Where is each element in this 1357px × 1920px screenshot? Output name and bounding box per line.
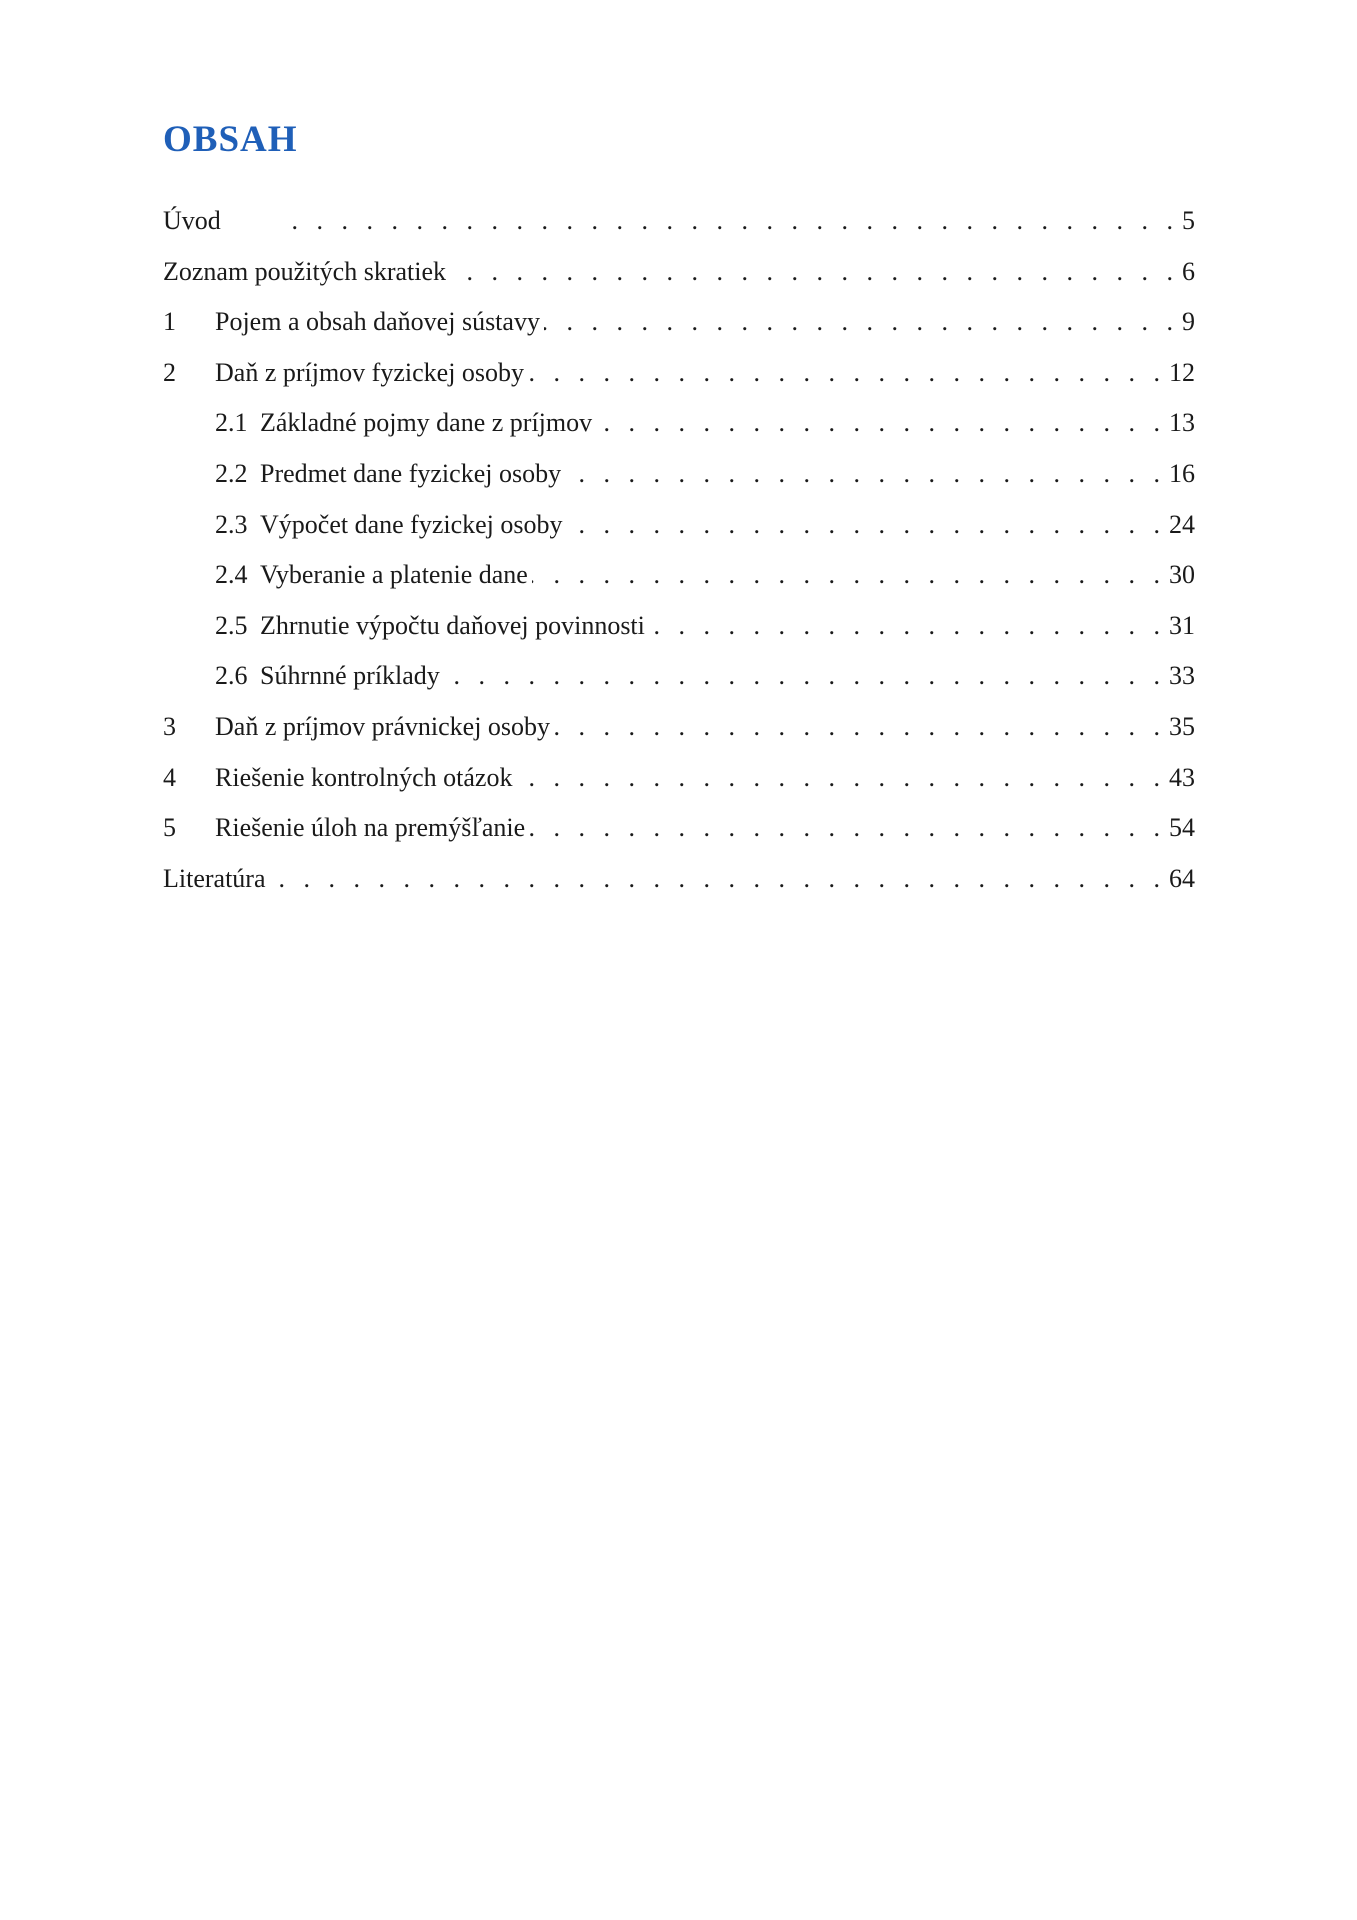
toc-entry-label: Úvod [163,206,221,235]
toc-entry-number: 2.6 [215,661,248,691]
toc-entry-label: Literatúra [163,863,266,893]
page-title: OBSAH [163,119,298,160]
toc-entry-section-2-3[interactable] [163,500,1195,551]
toc-leader-dots [444,651,1166,702]
toc-leader-dots [649,601,1166,652]
toc-entry-page: 24 [1169,509,1195,539]
toc-leader-dots [450,247,1179,298]
toc-entry-label: Riešenie úloh na premýšľanie [215,813,526,843]
toc-entry-section-2-4[interactable] [163,550,1195,601]
toc-entry-section-2-5[interactable] [163,601,1195,652]
toc-entry-section-2-1[interactable] [163,398,1195,449]
toc-leader-dots [516,753,1166,804]
toc-entry-label: Vyberanie a platenie dane [260,560,528,590]
toc-entry-page: 43 [1169,762,1195,792]
toc-entry-chapter-2[interactable] [163,348,1195,399]
toc-entry-page: 12 [1169,357,1195,387]
toc-entry-number: 3 [163,711,176,741]
toc-leader-dots [565,449,1166,500]
toc-entry-label: Pojem a obsah daňovej sústavy [215,307,540,337]
toc-entry-section-2-2[interactable] [163,449,1195,500]
toc-entry-label: Predmet dane fyzickej osoby [260,458,562,488]
toc-entry-chapter-1[interactable] [163,297,1195,348]
toc-entry-page: 13 [1169,408,1195,438]
toc-entry-page: 5 [1182,206,1195,235]
toc-leader-dots [554,702,1166,753]
toc-leader-dots [596,398,1166,449]
toc-entry-page: 64 [1169,863,1195,893]
toc-entry-label: Daň z príjmov právnickej osoby [215,711,551,741]
toc-leader-dots [529,803,1166,854]
toc-leader-dots [528,348,1166,399]
toc-leader-dots [567,500,1166,551]
table-of-contents [163,196,1195,904]
toc-entry-chapter-3[interactable] [163,702,1195,753]
toc-entry-number: 2.2 [215,458,248,488]
toc-entry-label: Daň z príjmov fyzickej osoby [215,357,525,387]
toc-entry-zoznam-skratiek[interactable] [163,247,1195,298]
toc-entry-number: 4 [163,762,176,792]
toc-entry-uvod[interactable] [163,196,1195,247]
toc-entry-page: 16 [1169,458,1195,488]
toc-entry-number: 1 [163,307,176,337]
toc-entry-number: 5 [163,813,176,843]
toc-entry-number: 2.3 [215,509,248,539]
toc-entry-number: 2.4 [215,560,248,590]
toc-entry-number: 2 [163,357,176,387]
toc-entry-label: Výpočet dane fyzickej osoby [260,509,563,539]
toc-entry-chapter-4[interactable] [163,753,1195,804]
toc-entry-label: Riešenie kontrolných otázok [215,762,513,792]
toc-entry-section-2-6[interactable] [163,651,1195,702]
toc-entry-label: Základné pojmy dane z príjmov [260,408,593,438]
toc-entry-page: 9 [1182,307,1195,337]
toc-entry-page: 30 [1169,560,1195,590]
toc-entry-literatura[interactable] [163,854,1195,905]
toc-entry-number: 2.5 [215,610,248,640]
toc-entry-label: Zhrnutie výpočtu daňovej povinnosti [260,610,645,640]
toc-entry-page: 31 [1169,610,1195,640]
toc-leader-dots [270,854,1167,905]
toc-entry-page: 54 [1169,813,1195,843]
toc-entry-page: 35 [1169,711,1195,741]
toc-entry-label: Súhrnné príklady [260,661,440,691]
toc-leader-dots [532,550,1166,601]
toc-entry-chapter-5[interactable] [163,803,1195,854]
toc-leader-dots [544,297,1179,348]
toc-entry-page: 6 [1182,256,1195,286]
toc-entry-number: 2.1 [215,408,248,438]
toc-entry-label: Zoznam použitých skratiek [163,256,447,286]
toc-entry-page: 33 [1169,661,1195,691]
toc-leader-dots [277,196,1179,247]
